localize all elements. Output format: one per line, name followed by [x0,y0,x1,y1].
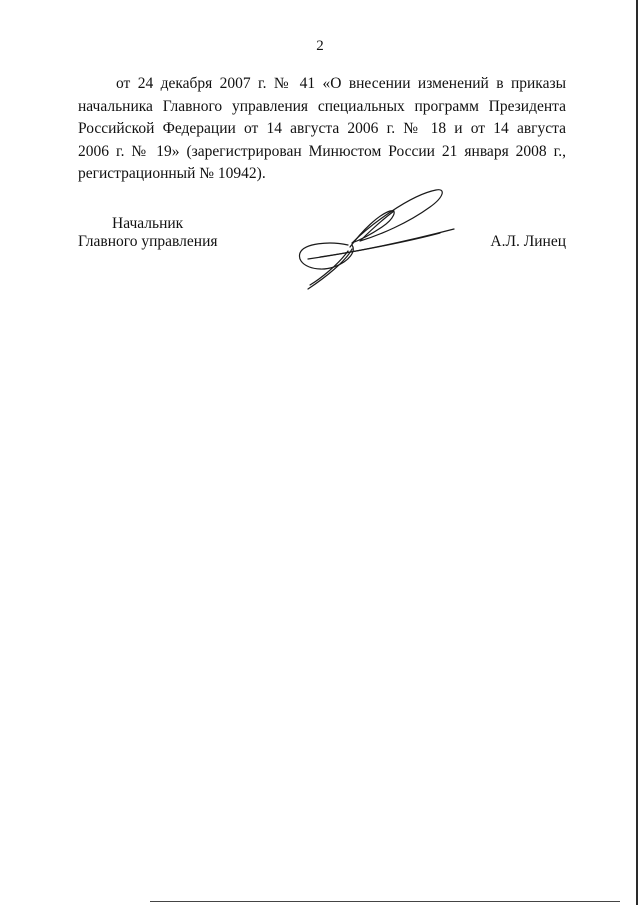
scan-edge-right [636,0,638,905]
signer-title-line: Начальник [112,215,184,232]
paragraph-text [78,73,566,186]
paragraph-line: начальника Главного управления специальных программ Президента [78,97,566,115]
paragraph-line: 2006 г. № 19» (зарегистрирован Минюстом России 21 января 2008 г., [78,142,566,160]
signer-title-line: Главного управления [78,233,218,250]
paragraph-line: от 24 декабря 2007 г. № 41 «О внесении изменений в приказы [116,75,566,92]
scan-edge-bottom [150,901,620,902]
signer-name: А.Л. Линец [490,233,566,250]
paragraph-line: регистрационный № 10942). [78,165,266,182]
signer-title [78,215,218,251]
page-number: 2 [316,38,324,54]
paragraph-line: Российской Федерации от 14 августа 2006 г. № 18 и от 14 августа [78,120,566,137]
handwritten-signature [290,185,470,295]
